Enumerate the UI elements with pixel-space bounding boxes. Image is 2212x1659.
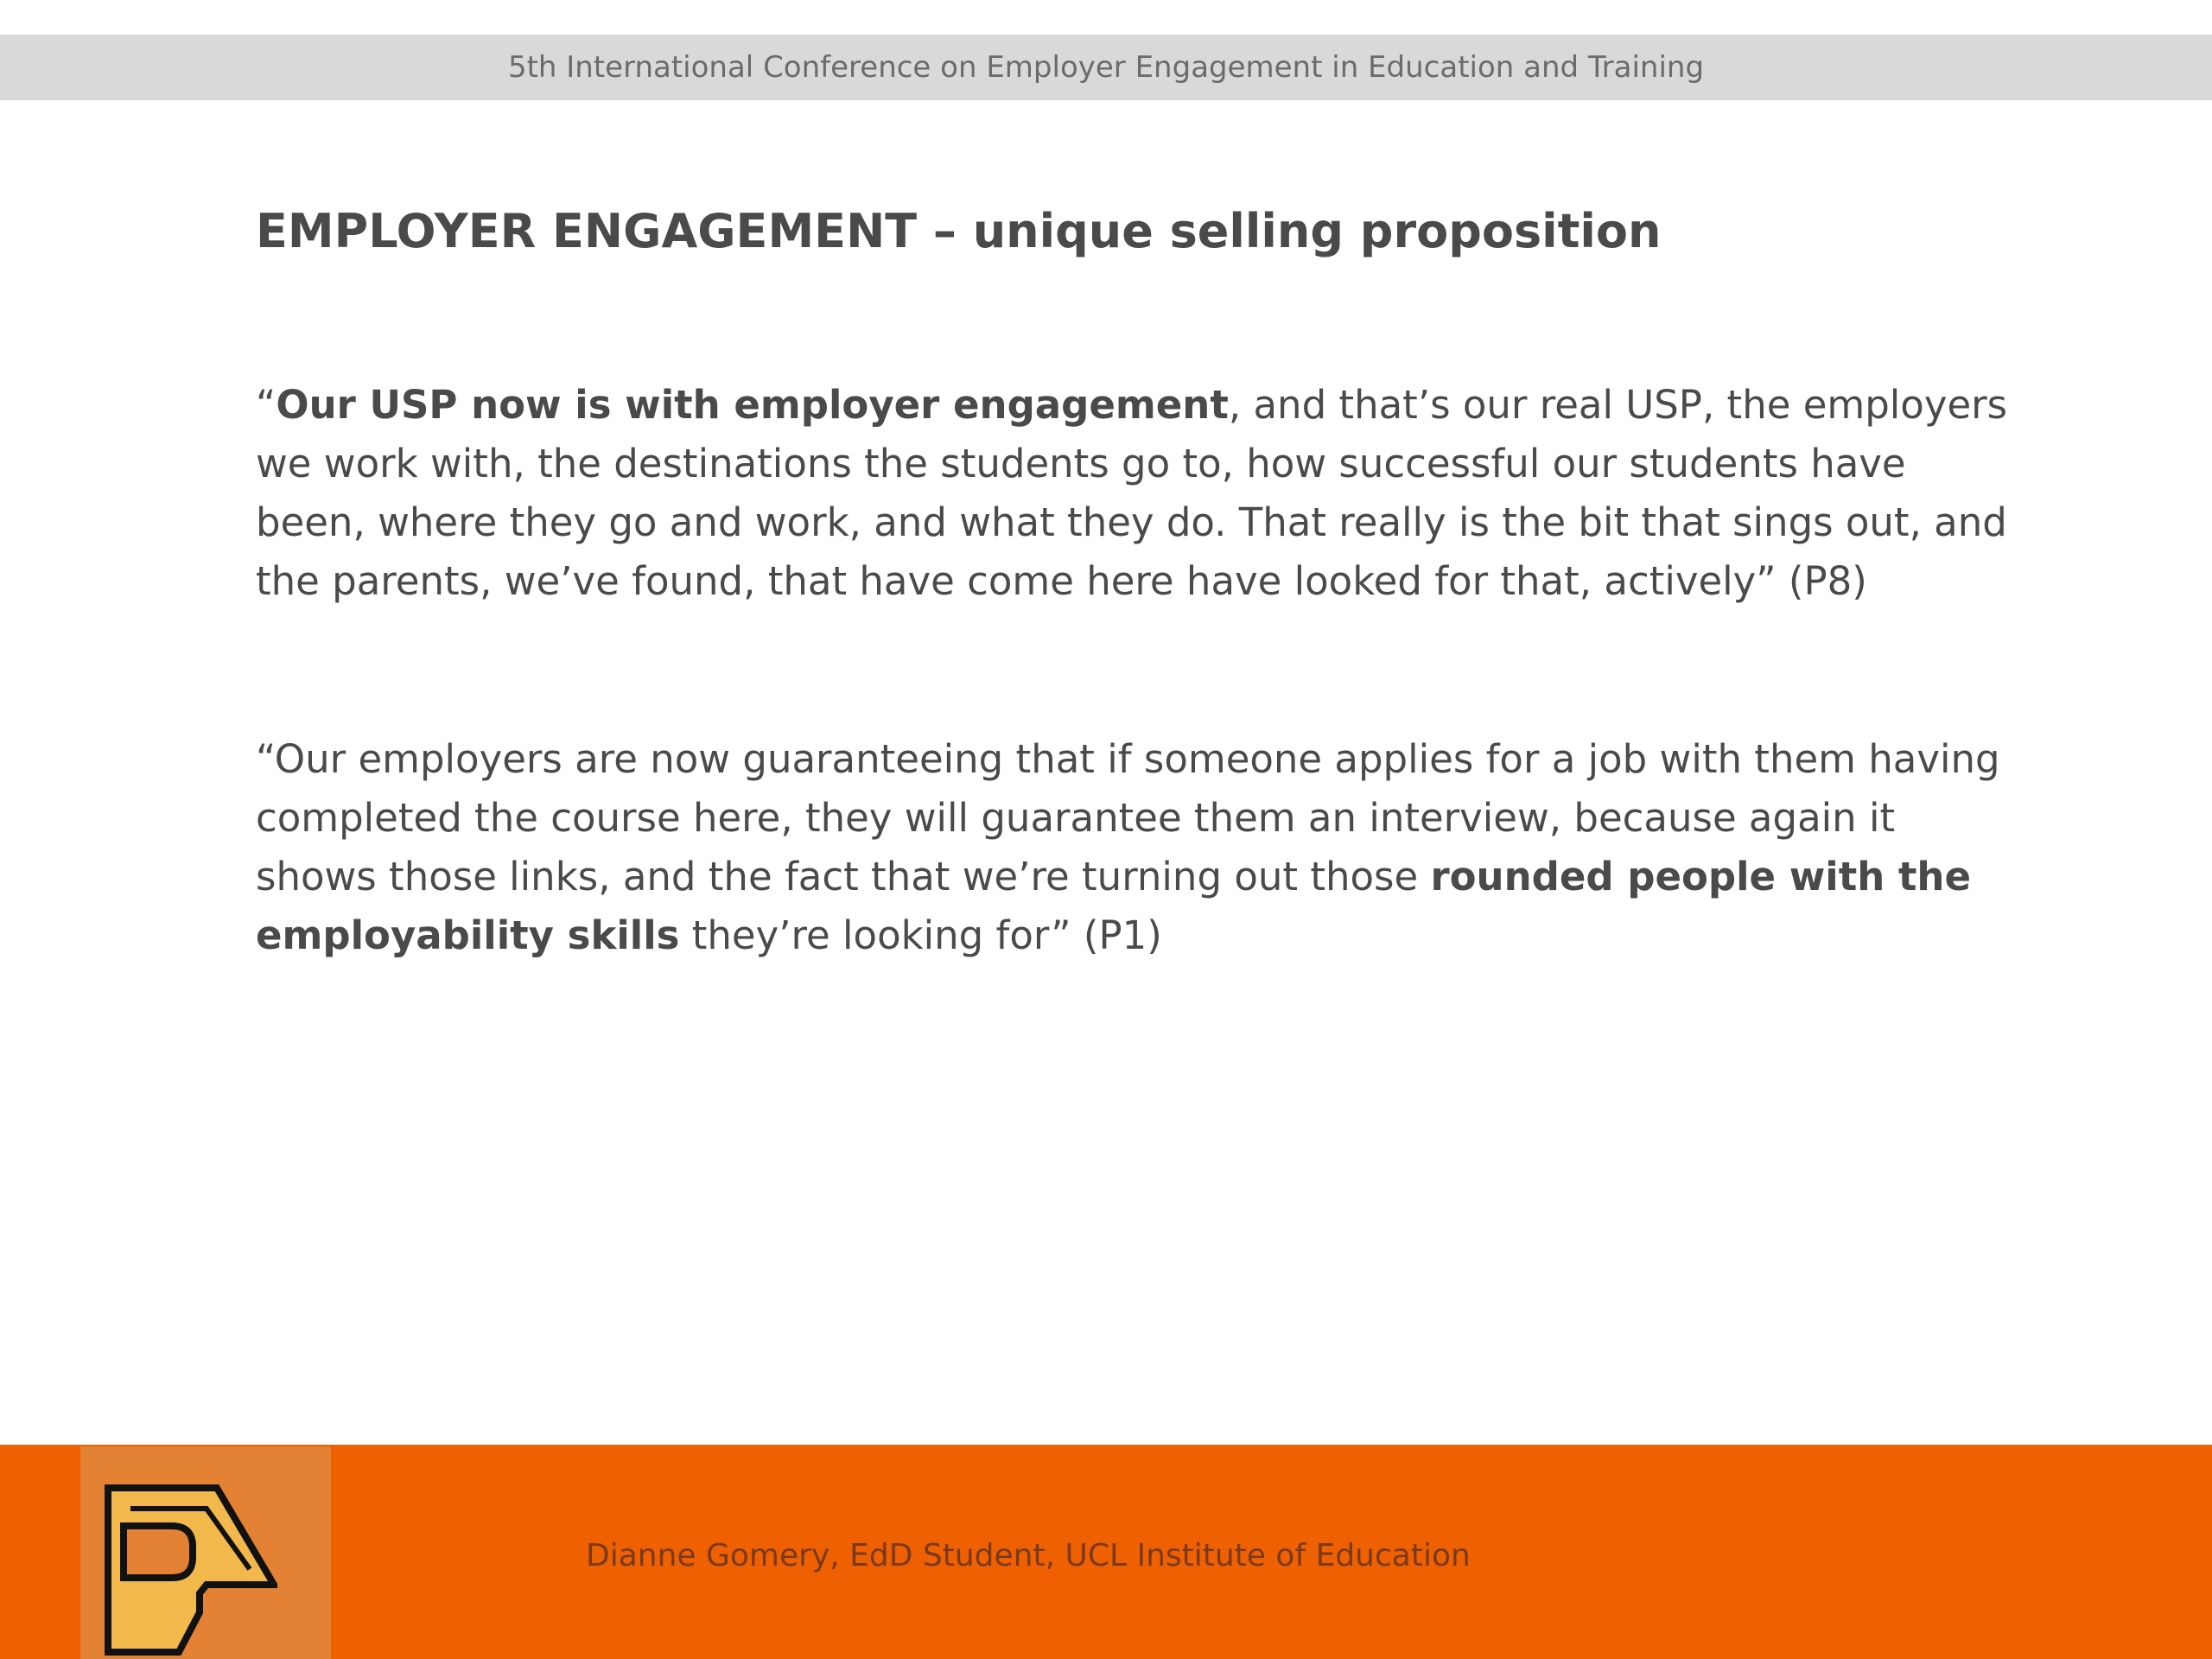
slide-title: EMPLOYER ENGAGEMENT – unique selling proposition [256, 204, 1662, 258]
quote-p8-open: “ [256, 382, 276, 428]
logo-box [80, 1446, 331, 1659]
institution-logo-icon [105, 1483, 277, 1656]
quote-p8-emphasis: Our USP now is with employer engagement [276, 382, 1229, 428]
quote-p1-emphasis: rounded people with the employability skills [256, 854, 1971, 958]
quote-p1-body: “Our employers are now guaranteeing that if someone applies for a job with them having completed the course here, they will guarantee them an interview, because again it shows those links, and the fact that we’re turning out those [256, 736, 2000, 899]
conference-title: 5th International Conference on Employer Engagement in Education and Training [507, 50, 1705, 85]
quote-p8 [256, 376, 2018, 611]
quote-p1 [256, 730, 2018, 965]
header-band [0, 35, 2212, 100]
quote-p1-close: they’re looking for” (P1) [679, 912, 1162, 958]
quote-p8-body: , and that’s our real USP, the employers we work with, the destinations the students go to, how successful our students have been, where they go and work, and what they do. That really is the bit that sings out, and the parents, we’ve found, that have come here have looked for that, actively” (P8) [256, 382, 2008, 604]
footer-band [0, 1445, 2212, 1659]
footer-author: Dianne Gomery, EdD Student, UCL Institute of Education [586, 1538, 1471, 1573]
